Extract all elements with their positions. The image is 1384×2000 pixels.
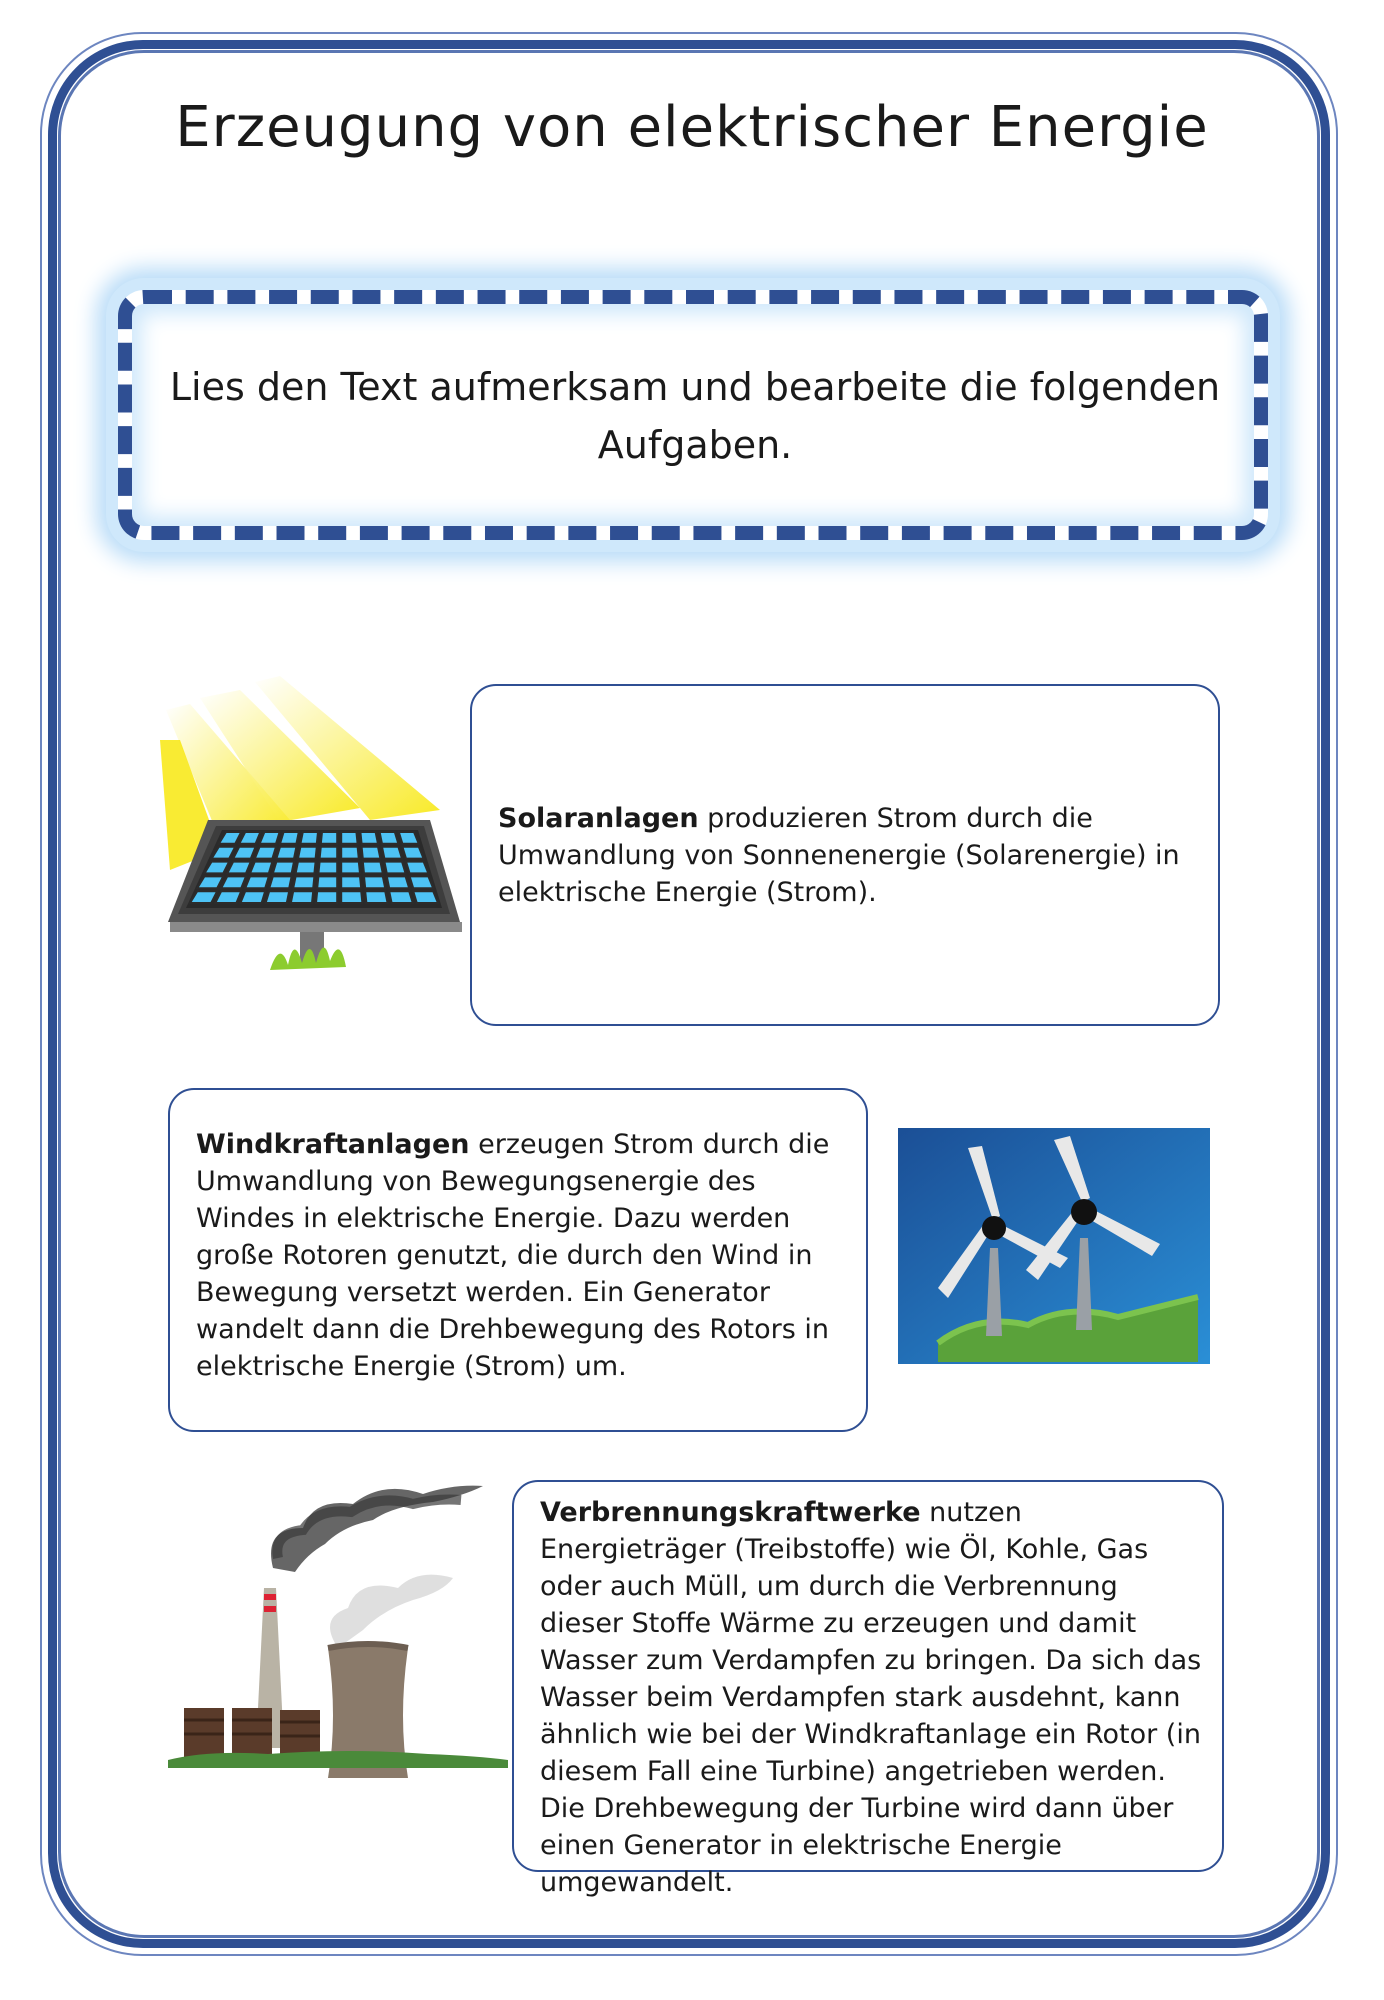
power-plant-term: Verbrennungskraftwerke — [540, 1497, 921, 1528]
solar-text-card — [470, 684, 1220, 1026]
solar-cell — [320, 847, 338, 859]
solar-cell — [318, 862, 337, 874]
solar-cell — [250, 862, 272, 874]
solar-cell — [291, 891, 313, 903]
solar-term: Solaranlagen — [498, 803, 699, 834]
instruction-text: Lies den Text aufmerksam und bearbeite die folgenden Aufgaben. — [169, 365, 1221, 467]
solar-cell — [384, 862, 405, 874]
solar-cell — [363, 862, 383, 874]
solar-cell — [245, 876, 269, 888]
solar-cell — [240, 891, 265, 903]
power-plant-text-card — [512, 1480, 1224, 1898]
solar-cell — [280, 832, 299, 844]
solar-cell — [293, 876, 314, 888]
solar-cell — [298, 847, 317, 859]
power-plant-text: nutzen Energieträger (Treibstoffe) wie Öl, Kohle, Gas oder auch Müll, um durch die Verbrennung dieser Stoffe Wärme zu erzeugen und damit Wasser zum Verdampfen zu bringen. Da sich das Wasser beim Verdampfen stark ausdehnt, kann ähnlich wie bei der Windkraftanlage ein Rotor (in diesem Fall eine Turbine) angetrieben werden. Die Drehbewegung der Turbine wird dann über einen Generator in elektrische Energie umgewandelt. — [540, 1497, 1202, 1898]
solar-cell — [406, 862, 428, 874]
solar-cell — [410, 876, 434, 888]
solar-cell — [300, 832, 318, 844]
solar-cell — [269, 876, 291, 888]
solar-text: produzieren Strom durch die Umwandlung von Sonnenenergie (Solarenergie) in elektrische Energie (Strom). — [498, 803, 1180, 908]
solar-cell — [316, 891, 337, 903]
solar-cell — [341, 847, 359, 859]
wind-term: Windkraftanlagen — [196, 1129, 470, 1160]
solar-cell — [341, 832, 357, 844]
solar-cell — [266, 891, 290, 903]
solar-cell — [387, 876, 409, 888]
solar-cell — [413, 891, 438, 903]
solar-cell — [341, 891, 362, 903]
solar-cell — [273, 862, 294, 874]
solar-cell — [360, 832, 378, 844]
solar-cell — [296, 862, 316, 874]
wind-text: erzeugen Strom durch die Umwandlung von Bewegungsenergie des Windes in elektrische Energie. Dazu werden große Rotoren genutzt, die durch den Wind in Bewegung versetzt werden. Ein Generator wandelt dann die Drehbewegung des Rotors in elektrische Energie (Strom) um. — [196, 1129, 830, 1382]
page-title: Erzeugung von elektrischer Energie — [175, 95, 1209, 160]
solar-cell — [341, 876, 361, 888]
wind-text-card — [168, 1088, 868, 1432]
solar-cell — [380, 832, 399, 844]
wind-turbine-icon — [898, 1128, 1210, 1364]
solar-cell — [362, 847, 381, 859]
solar-cell — [255, 847, 276, 859]
solar-cell — [389, 891, 413, 903]
solar-cell — [317, 876, 337, 888]
solar-cell — [321, 832, 337, 844]
solar-cell — [276, 847, 296, 859]
solar-cell — [365, 891, 387, 903]
solar-panel-icon — [160, 670, 470, 990]
solar-cell — [382, 847, 402, 859]
power-plant-icon — [168, 1478, 518, 1778]
solar-cell — [364, 876, 385, 888]
solar-cell — [402, 847, 423, 859]
solar-cell — [341, 862, 360, 874]
